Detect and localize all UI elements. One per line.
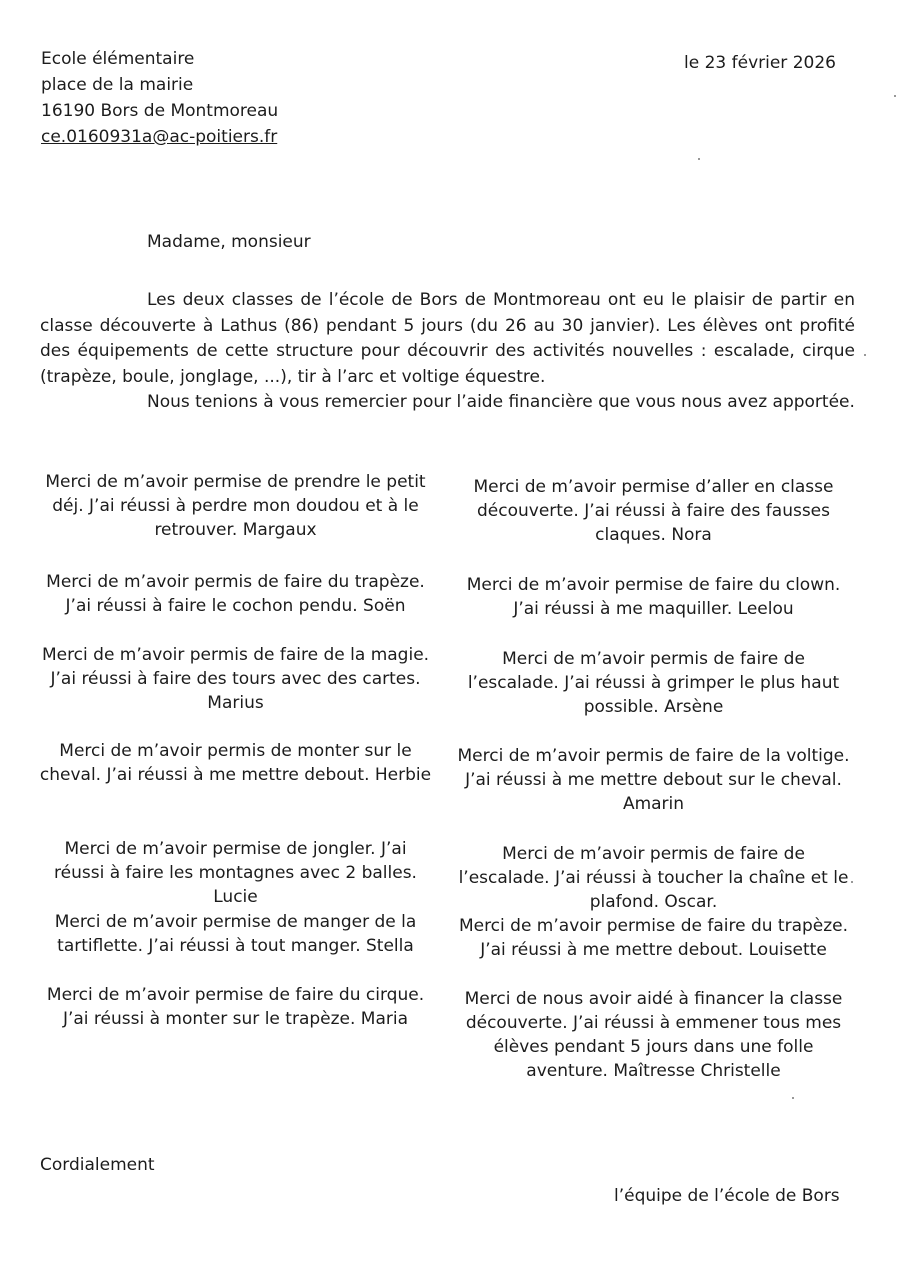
thanks-note: Merci de m’avoir permise d’aller en classe découverte. J’ai réussi à faire des fausses claques. Nora [473,477,834,545]
sender-city: 16190 Bors de Montmoreau [41,101,279,121]
closing: Cordialement [40,1155,155,1175]
thanks-note: Merci de m’avoir permise de prendre le petit déj. J’ai réussi à perdre mon doudou et à le retrouver. Margaux [45,472,426,540]
scan-speck [792,1097,794,1099]
thanks-note: Merci de m’avoir permis de faire de l’escalade. J’ai réussi à toucher la chaîne et le plafond. Oscar. [458,844,849,912]
thanks-note: Merci de m’avoir permis de faire de l’escalade. J’ai réussi à grimper le plus haut possible. Arsène [467,649,840,717]
sender-email-link[interactable]: ce.0160931a@ac-poitiers.fr [41,127,278,147]
scan-speck [698,158,700,160]
letter-date: le 23 février 2026 [684,53,836,73]
thanks-note: Merci de m’avoir permis de faire de la magie. J’ai réussi à faire des tours avec des cartes. Marius [41,645,430,713]
body-paragraph-2: Nous tenions à vous remercier pour l’aide financière que vous nous avez apportée. [147,392,855,412]
sender-address [41,46,278,150]
thanks-note: Merci de m’avoir permise de manger de la tartiflette. J’ai réussi à tout manger. Stella [54,912,417,956]
thanks-note: Merci de m’avoir permis de faire de la voltige. J’ai réussi à me mettre debout sur le cheval. Amarin [457,746,850,814]
letter-body [40,288,855,416]
salutation: Madame, monsieur [147,232,311,252]
scan-speck [894,95,896,97]
sender-street: place de la mairie [41,75,194,95]
thanks-note: Merci de m’avoir permise de jongler. J’ai réussi à faire les montagnes avec 2 balles. Lucie [54,839,417,907]
thanks-note: Merci de m’avoir permise de faire du cirque. J’ai réussi à monter sur le trapèze. Maria [46,985,425,1029]
thanks-note: Merci de m’avoir permise de faire du clown. J’ai réussi à me maquiller. Leelou [466,575,841,619]
sender-school: Ecole élémentaire [41,49,195,69]
thanks-note: Merci de nous avoir aidé à financer la classe découverte. J’ai réussi à emmener tous mes élèves pendant 5 jours dans une folle aventure. Maîtresse Christelle [464,989,843,1081]
thanks-note: Merci de m’avoir permis de faire du trapèze. J’ai réussi à faire le cochon pendu. Soën [46,572,425,616]
signature: l’équipe de l’école de Bors [614,1186,840,1206]
scan-speck [851,881,853,883]
thanks-note: Merci de m’avoir permis de monter sur le cheval. J’ai réussi à me mettre debout. Herbie [39,741,432,785]
thanks-note: Merci de m’avoir permise de faire du trapèze. J’ai réussi à me mettre debout. Louisette [458,916,849,960]
scan-speck [864,354,866,356]
body-paragraph-1: Les deux classes de l’école de Bors de Montmoreau ont eu le plaisir de partir en classe découverte à Lathus (86) pendant 5 jours (du 26 au 30 janvier). Les élèves ont profité des équipements de cette structure pour découvrir des activités nouvelles : escalade, cirque (trapèze, boule, jonglage, ...), tir à l’arc et voltige équestre. [40,290,855,387]
